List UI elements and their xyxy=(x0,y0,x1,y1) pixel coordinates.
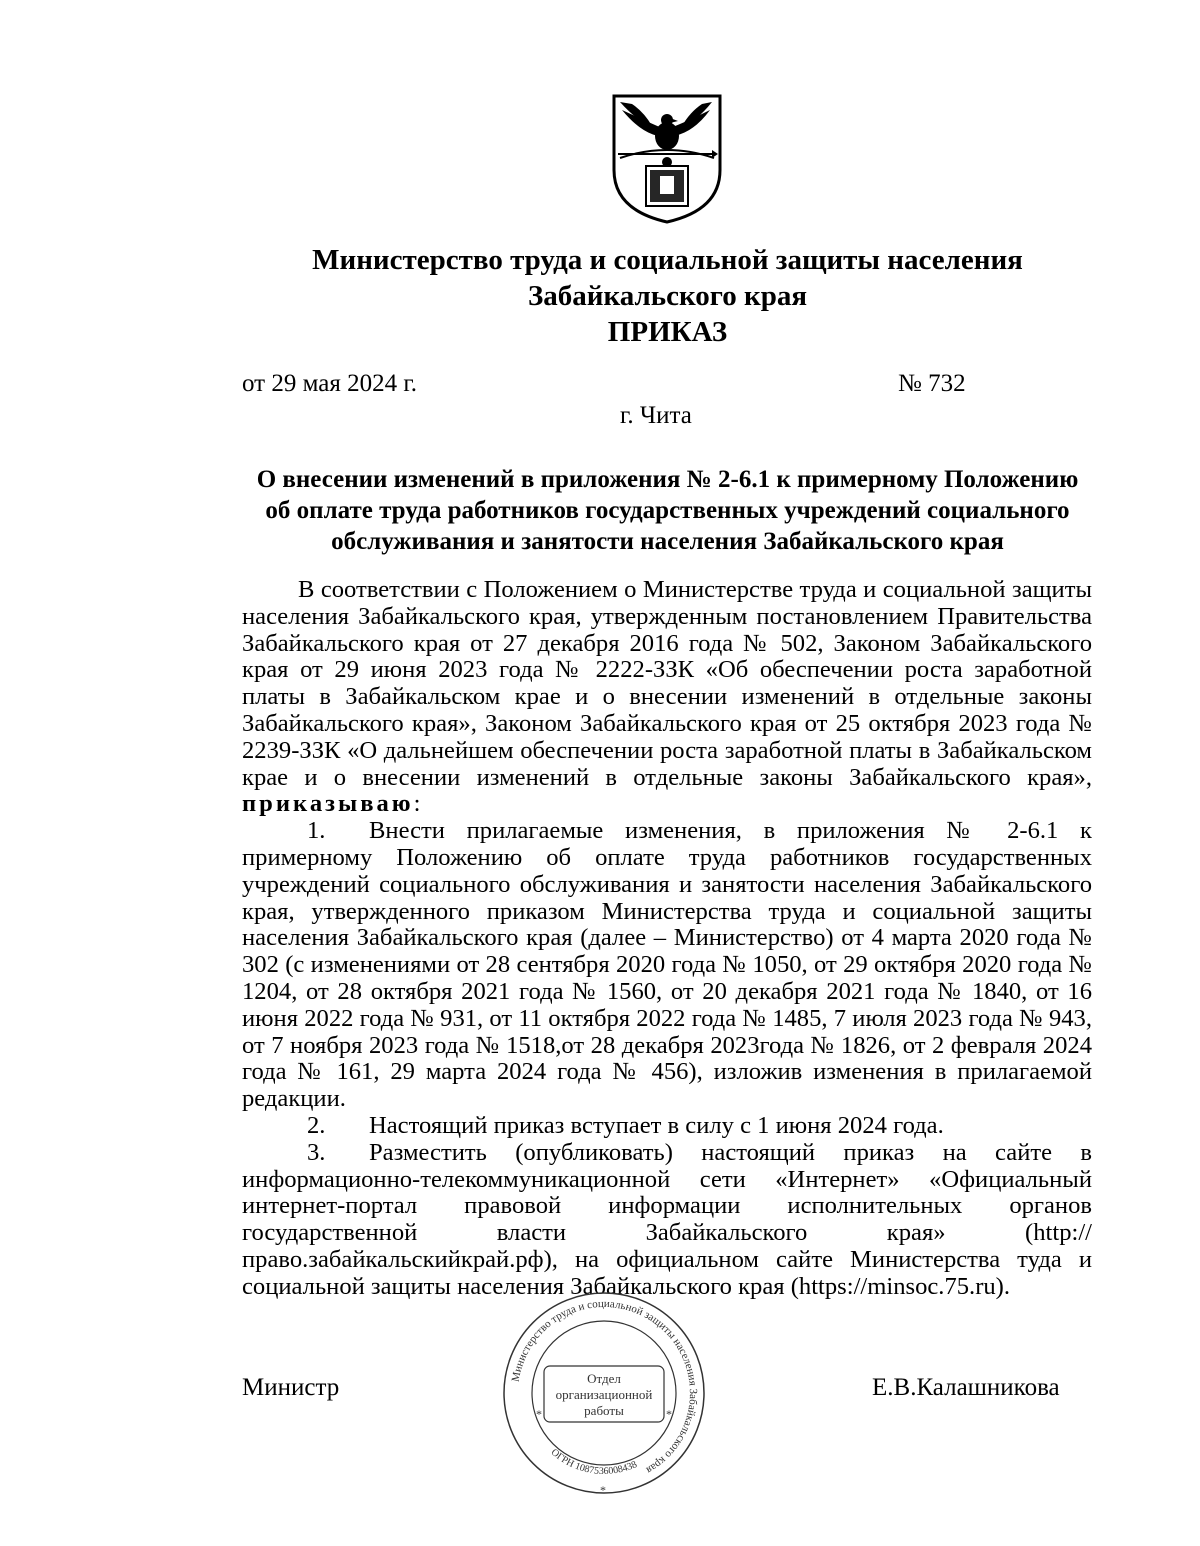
order-word: приказываю xyxy=(242,790,414,818)
seal-ogrn-text: ОГРН 1087536008438 xyxy=(548,1446,639,1478)
document-title xyxy=(240,464,1095,557)
ministry-header xyxy=(0,242,1200,350)
title-line2: об оплате труда работников государственных учреждений социального xyxy=(265,497,1070,524)
document-number: № 732 xyxy=(898,370,966,397)
title-line3: обслуживания и занятости населения Забайкальского края xyxy=(331,528,1004,555)
preamble-paragraph xyxy=(242,577,1092,818)
list-item xyxy=(242,1140,1092,1301)
document-date: от 29 мая 2024 г. xyxy=(242,370,418,397)
list-item xyxy=(242,818,1092,1113)
seal-center-line2: организационной xyxy=(555,1387,653,1402)
item-number: 1. xyxy=(307,817,326,845)
seal-center-line3: работы xyxy=(584,1403,624,1418)
item-number: 2. xyxy=(307,1111,326,1139)
document-body xyxy=(242,577,1092,1301)
item-text: Разместить (опубликовать) настоящий приказ на сайте в информационно-телекоммуникационной сети «Интернет» «Официальный интернет-портал правовой информации исполнительных органов государственной власти Забайкальского края» (http://право.забайкальскийкрай.рф), на официальном сайте Министерства туда и социальной защиты населения Забайкальского края (https://minsoc.75.ru). xyxy=(242,1138,1092,1300)
ministry-name-line2: Забайкальского края xyxy=(527,280,808,312)
ministry-name-line1: Министерство труда и социальной защиты населения xyxy=(312,244,1023,276)
preamble-text: В соответствии с Положением о Министерстве труда и социальной защиты населения Забайкальского края, утвержденным постановлением Правительства Забайкальского края от 27 декабря 2016 года № 502, Законом Забайкальского края от 29 июня 2023 года № 2222-ЗЗК «Об обеспечении роста заработной платы в Забайкальском крае и о внесении изменений в отдельные законы Забайкальского края», Законом Забайкальского края от 25 октября 2023 года № 2239-ЗЗК «О дальнейшем обеспечении роста заработной платы в Забайкальском крае и о внесении изменений в отдельные законы Забайкальского края», xyxy=(242,576,1092,791)
official-seal-icon xyxy=(496,1286,712,1500)
coat-of-arms-icon xyxy=(608,92,726,224)
seal-star-icon: * xyxy=(600,1483,606,1497)
document-city: г. Чита xyxy=(620,402,692,429)
signatory-position: Министр xyxy=(242,1374,340,1401)
seal-center-line1: Отдел xyxy=(587,1371,621,1386)
item-text: Настоящий приказ вступает в силу с 1 июня 2024 года. xyxy=(369,1111,944,1139)
item-number: 3. xyxy=(307,1138,326,1166)
title-line1: О внесении изменений в приложения № 2-6.1 к примерному Положению xyxy=(256,466,1079,493)
seal-ring-text: Министерство труда и социальной защиты населения Забайкальского края xyxy=(509,1297,700,1477)
document-type: ПРИКАЗ xyxy=(607,316,728,348)
signatory-name: Е.В.Калашникова xyxy=(872,1374,1060,1401)
item-text: Внести прилагаемые изменения, в приложения № 2-6.1 к примерному Положению об оплате труда работников государственных учреждений социального обслуживания и занятости населения Забайкальского края, утвержденного приказом Министерства труда и социальной защиты населения Забайкальского края (далее – Министерство) от 4 марта 2020 года № 302 (с изменениями от 28 сентября 2020 года № 1050, от 29 октября 2020 года № 1204, от 28 октября 2021 года № 1560, от 20 декабря 2021 года № 1840, от 16 июня 2022 года № 931, от 11 октября 2022 года № 1485, 7 июля 2023 года № 943, от 7 ноября 2023 года № 1518,от 28 декабря 2023года № 1826, от 2 февраля 2024 года № 161, 29 марта 2024 года № 456), изложив изменения в прилагаемой редакции. xyxy=(242,817,1092,1113)
list-item xyxy=(242,1113,1092,1140)
order-colon: : xyxy=(413,790,421,818)
seal-star-icon: * xyxy=(536,1407,542,1421)
seal-star-icon: * xyxy=(666,1407,672,1421)
